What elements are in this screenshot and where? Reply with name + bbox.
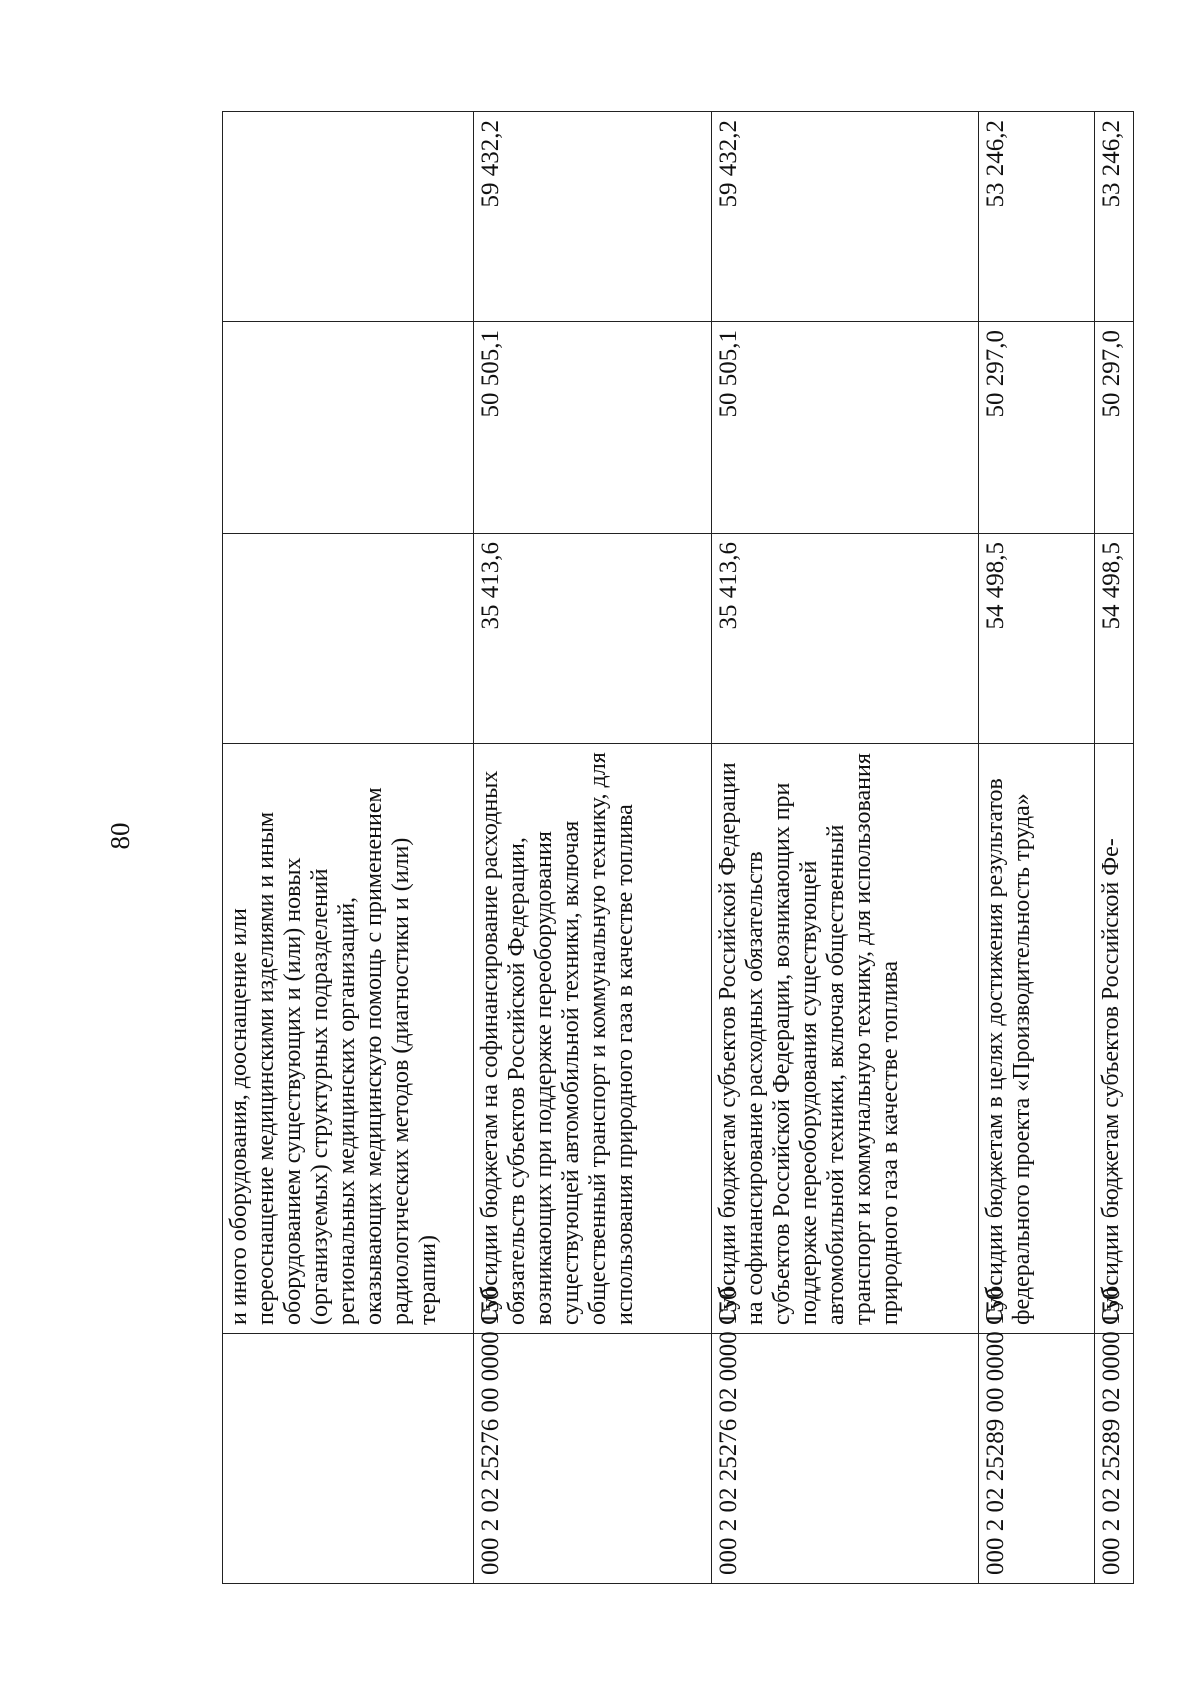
table-row (711, 112, 978, 1584)
value-cell-3 (223, 112, 474, 322)
value-cell-3: 53 246,2 (1095, 112, 1134, 322)
description-cell: Субсидии бюджетам в целях достижения результатов федерального проекта «Производительность труда» (978, 744, 1095, 1334)
budget-code-cell (223, 1334, 474, 1584)
budget-code-cell: 000 2 02 25289 02 0000 150 (1095, 1334, 1134, 1584)
value-cell-1: 35 413,6 (474, 534, 711, 744)
page-number: 80 (105, 822, 135, 850)
table-row (1095, 112, 1134, 1584)
value-cell-3: 53 246,2 (978, 112, 1095, 322)
value-cell-2: 50 505,1 (474, 322, 711, 534)
value-cell-2 (223, 322, 474, 534)
budget-code-cell: 000 2 02 25289 00 0000 150 (978, 1334, 1095, 1584)
value-cell-2: 50 297,0 (978, 322, 1095, 534)
value-cell-3: 59 432,2 (474, 112, 711, 322)
description-cell: Субсидии бюджетам на софинансирование расходных обязательств субъектов Российской Федерации, возникающих при поддержке переоборудования существующей автомобильной техники, включая общественный транспорт и коммунальную технику, для использования природного газа в качестве топлива (474, 744, 711, 1334)
value-cell-2: 50 297,0 (1095, 322, 1134, 534)
table-row (474, 112, 711, 1584)
value-cell-1: 35 413,6 (711, 534, 978, 744)
rotated-table-wrapper (222, 112, 1134, 1584)
budget-code-cell: 000 2 02 25276 00 0000 150 (474, 1334, 711, 1584)
table-row (978, 112, 1095, 1584)
budget-code-cell: 000 2 02 25276 02 0000 150 (711, 1334, 978, 1584)
description-cell: Субсидии бюджетам субъектов Российской Федерации на софинансирование расходных обязательств субъектов Российской Федерации, возникающих при поддержке переоборудования существующей автомобильной техники, включая общественный транспорт и коммунальную технику, для использования природного газа в качестве топлива (711, 744, 978, 1334)
budget-table (222, 111, 1134, 1584)
table-row (223, 112, 474, 1584)
description-cell: Субсидии бюджетам субъектов Российской Фе- (1095, 744, 1134, 1334)
value-cell-1: 54 498,5 (978, 534, 1095, 744)
value-cell-1 (223, 534, 474, 744)
value-cell-2: 50 505,1 (711, 322, 978, 534)
description-cell: и иного оборудования, дооснащение или переоснащение медицинскими изделиями и иным оборудованием существующих и (или) новых (организуемых) структурных подразделений региональных медицинских организаций, оказывающих медицинскую помощь с применением радиологических методов (диагностики и (или) терапии) (223, 744, 474, 1334)
value-cell-1: 54 498,5 (1095, 534, 1134, 744)
value-cell-3: 59 432,2 (711, 112, 978, 322)
